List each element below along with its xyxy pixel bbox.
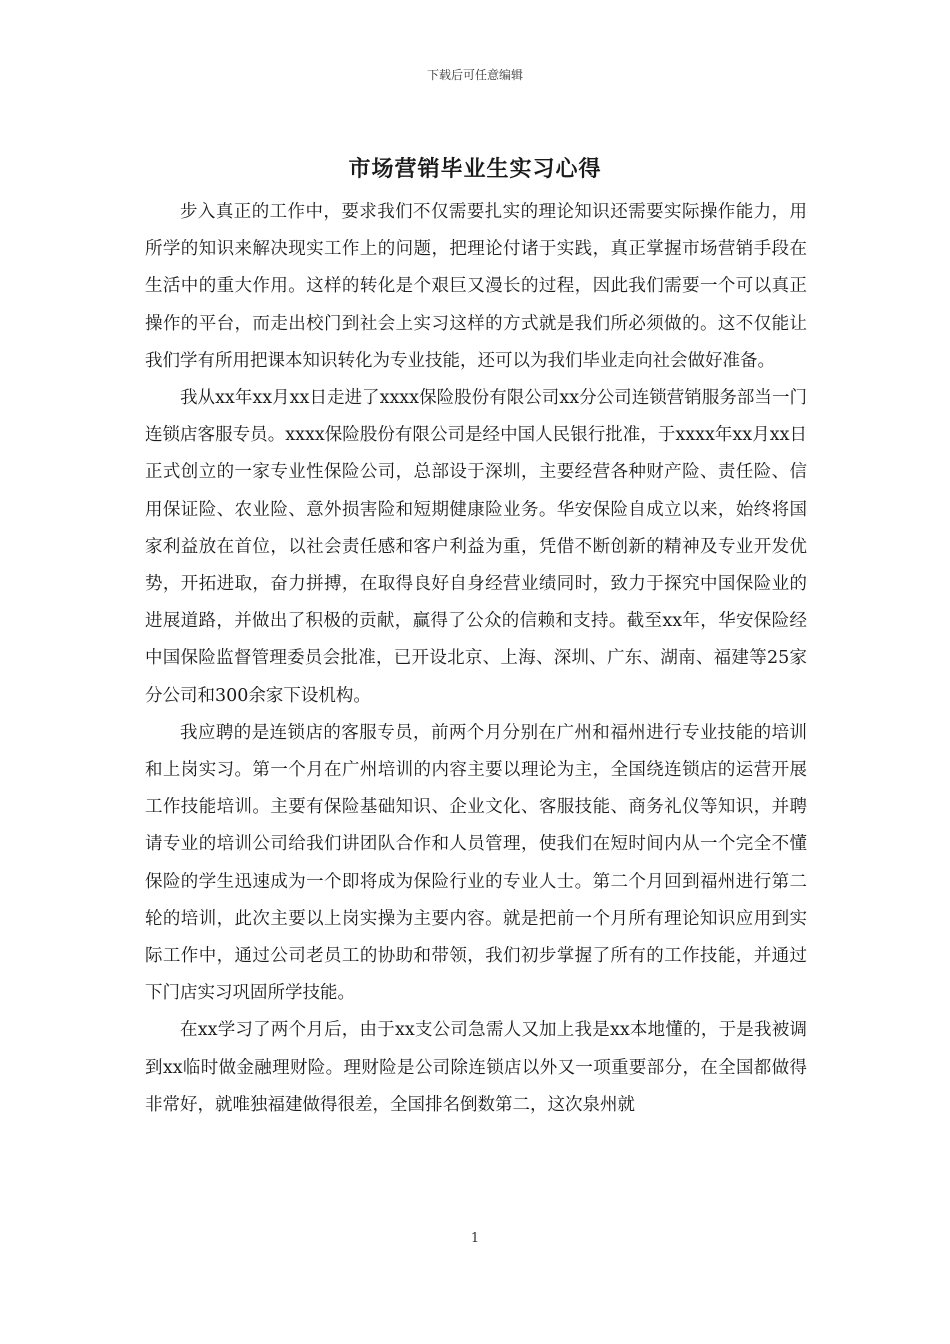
page-number: 1 — [470, 1231, 480, 1246]
paragraph-1: 步入真正的工作中，要求我们不仅需要扎实的理论知识还需要实际操作能力，用所学的知识来解决现实工作上的问题，把理论付诸于实践，真正掌握市场营销手段在生活中的重大作用。这样的转化是个艰巨又漫长的过程，因此我们需要一个可以真正操作的平台，而走出校门到社会上实习这样的方式就是我们所必须做的。这不仅能让我们学有所用把课本知识转化为专业技能，还可以为我们毕业走向社会做好准备。 — [145, 202, 807, 371]
paragraph-3: 我应聘的是连锁店的客服专员，前两个月分别在广州和福州进行专业技能的培训和上岗实习。第一个月在广州培训的内容主要以理论为主，全国绕连锁店的运营开展工作技能培训。主要有保险基础知识、企业文化、客服技能、商务礼仪等知识，并聘请专业的培训公司给我们讲团队合作和人员管理，使我们在短时间内从一个完全不懂保险的学生迅速成为一个即将成为保险行业的专业人士。第二个月回到福州进行第二轮的培训，此次主要以上岗实操为主要内容。就是把前一个月所有理论知识应用到实际工作中，通过公司老员工的协助和带领，我们初步掌握了所有的工作技能，并通过下门店实习巩固所学技能。 — [145, 722, 807, 1004]
paragraph-4: 在xx学习了两个月后，由于xx支公司急需人又加上我是xx本地懂的，于是我被调到xx临时做金融理财险。理财险是公司除连锁店以外又一项重要部分，在全国都做得非常好，就唯独福建做得很差，全国排名倒数第二，这次泉州就 — [145, 1020, 807, 1115]
document-title: 市场营销毕业生实习心得 — [348, 156, 602, 182]
paragraph-2: 我从xx年xx月xx日走进了xxxx保险股份有限公司xx分公司连锁营销服务部当一门连锁店客服专员。xxxx保险股份有限公司是经中国人民银行批准，于xxxx年xx月xx日正式创立的一家专业性保险公司，总部设于深圳，主要经营各种财产险、责任险、信用保证险、农业险、意外损害险和短期健康险业务。华安保险自成立以来，始终将国家利益放在首位，以社会责任感和客户利益为重，凭借不断创新的精神及专业开发优势，开拓进取，奋力拼搏，在取得良好自身经营业绩同时，致力于探究中国保险业的进展道路，并做出了积极的贡献，赢得了公众的信赖和支持。截至xx年，华安保险经中国保险监督管理委员会批准，已开设北京、上海、深圳、广东、湖南、福建等25家分公司和300余家下设机构。 — [145, 388, 807, 706]
document-body — [145, 194, 807, 1124]
header-note: 下载后可任意编辑 — [426, 68, 523, 82]
